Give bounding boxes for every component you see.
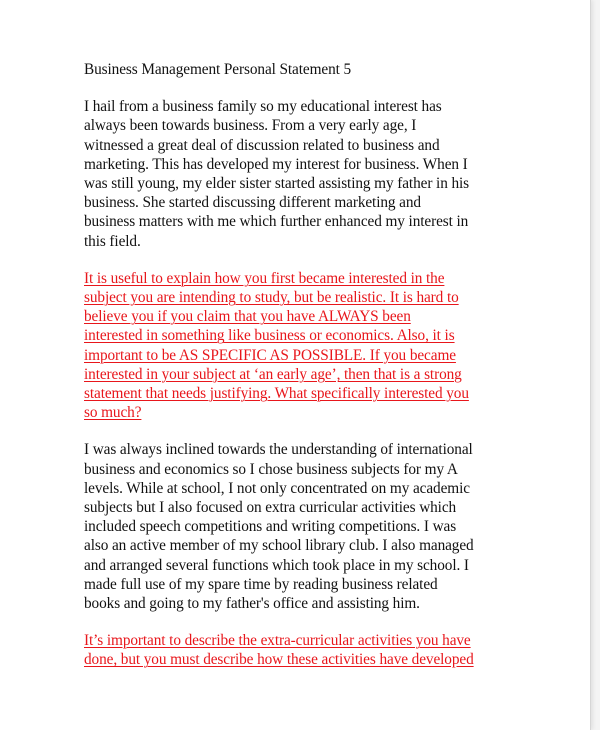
text-line: was still young, my elder sister started assisting my father in his	[84, 175, 470, 193]
text-line: made full use of my spare time by reading business related	[84, 575, 438, 593]
text-line: and arranged several functions which took place in my school. I	[84, 556, 469, 574]
text-line: subjects but I also focused on extra curricular activities which	[84, 499, 457, 517]
note-line: interested in your subject at ‘an early age’, then that is a strong	[84, 365, 462, 383]
note-line: It is useful to explain how you first became interested in the	[84, 269, 445, 287]
advice-note-activities	[84, 631, 476, 669]
paragraph-family-background	[84, 97, 476, 251]
text-line: this field.	[84, 232, 141, 250]
text-line: included speech competitions and writing competitions. I was	[84, 518, 457, 536]
document-title: Business Management Personal Statement 5	[84, 61, 352, 78]
text-line: business. She started discussing different marketing and	[84, 194, 421, 212]
note-line: important to be AS SPECIFIC AS POSSIBLE. If you became	[84, 346, 456, 364]
text-line: witnessed a great deal of discussion related to business and	[84, 136, 440, 154]
note-line: so much?	[84, 404, 142, 422]
text-line: always been towards business. From a very early age, I	[84, 117, 417, 135]
text-line: books and going to my father's office and assisting him.	[84, 595, 420, 613]
advice-note-interest	[84, 269, 476, 423]
note-line: believe you if you claim that you have ALWAYS been	[84, 308, 411, 326]
text-line: business matters with me which further enhanced my interest in	[84, 213, 469, 231]
note-line: It’s important to describe the extra-curricular activities you have	[84, 632, 471, 650]
text-line: I hail from a business family so my educational interest has	[84, 98, 442, 116]
text-line: marketing. This has developed my interest for business. When I	[84, 155, 468, 173]
text-line: levels. While at school, I not only concentrated on my academic	[84, 479, 470, 497]
text-line: business and economics so I chose business subjects for my A	[84, 460, 458, 478]
paragraph-education-activities	[84, 440, 476, 613]
text-line: I was always inclined towards the understanding of international	[84, 441, 473, 459]
note-line: statement that needs justifying. What specifically interested you	[84, 385, 469, 403]
document-content	[84, 60, 476, 688]
text-line: also an active member of my school library club. I also managed	[84, 537, 474, 555]
note-line: subject you are intending to study, but be realistic. It is hard to	[84, 289, 459, 307]
note-line: done, but you must describe how these activities have developed	[84, 651, 474, 669]
note-line: interested in something like business or economics. Also, it is	[84, 327, 455, 345]
